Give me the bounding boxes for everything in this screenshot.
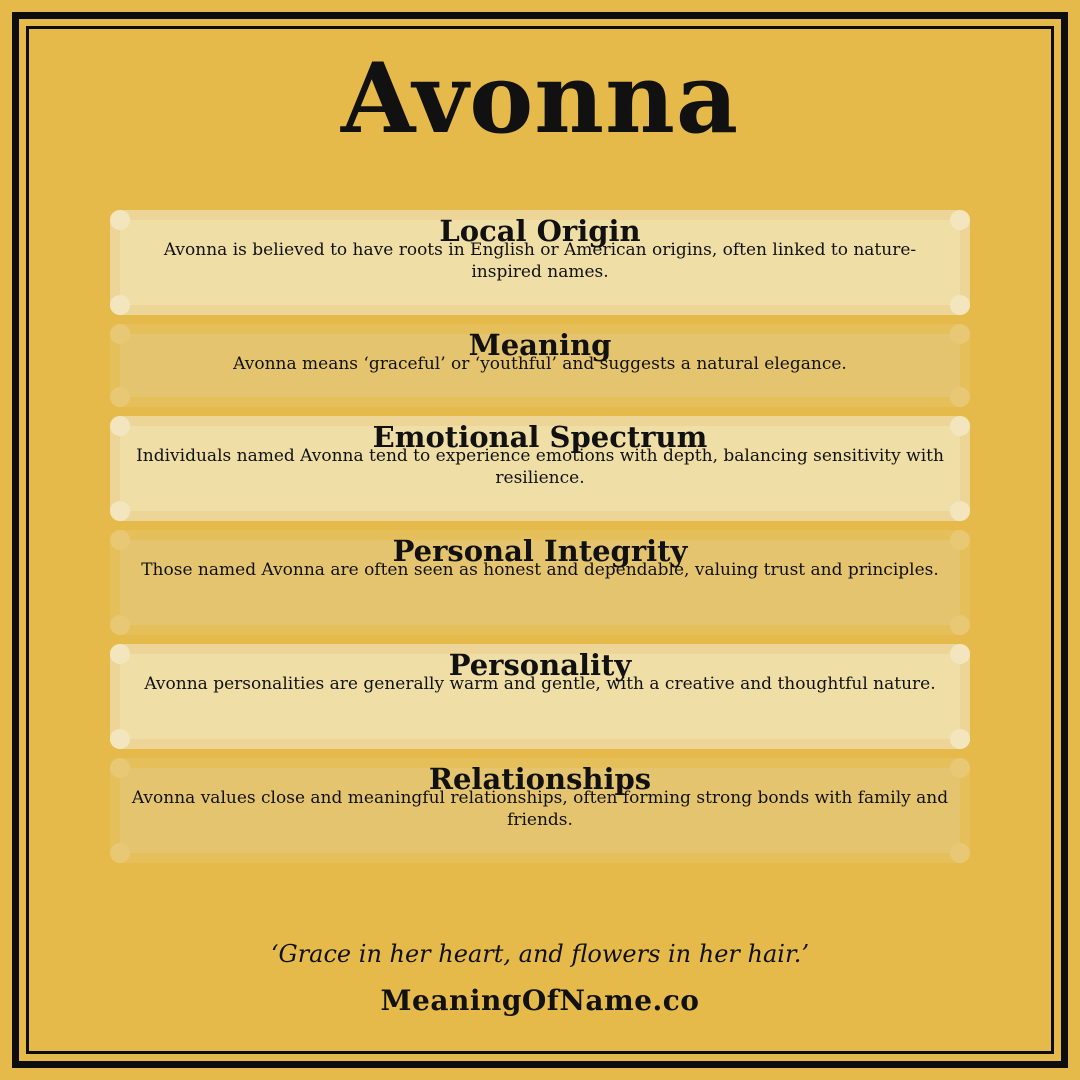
section-heading: Relationships [428,762,652,796]
section-text: Those named Avonna are often seen as honest and dependable, valuing trust and principles. [141,560,939,580]
section-card-personality [110,644,970,749]
site-brand: MeaningOfName.co [380,984,700,1017]
section-text: Avonna personalities are generally warm and gentle, with a creative and thoughtful nature. [144,674,936,694]
section-heading: Local Origin [439,214,641,248]
section-text: Avonna is believed to have roots in English or American origins, often linked to nature-inspired names. [163,240,917,282]
quote-text: ‘Grace in her heart, and flowers in her hair.’ [270,940,810,968]
name-title: Avonna [340,42,740,155]
section-text: Individuals named Avonna tend to experience emotions with depth, balancing sensitivity with resilience. [136,446,944,488]
section-card-personal-integrity [110,530,970,635]
section-heading: Personality [448,648,632,682]
section-card-emotional-spectrum [110,416,970,521]
section-card-local-origin [110,210,970,315]
section-heading: Meaning [468,328,612,362]
section-card-relationships [110,758,970,863]
section-text: Avonna values close and meaningful relationships, often forming strong bonds with family and friends. [131,788,949,830]
section-text: Avonna means ‘graceful’ or ‘youthful’ and suggests a natural elegance. [233,354,847,374]
section-heading: Emotional Spectrum [372,420,708,454]
section-heading: Personal Integrity [392,534,688,568]
section-card-meaning [110,324,970,407]
